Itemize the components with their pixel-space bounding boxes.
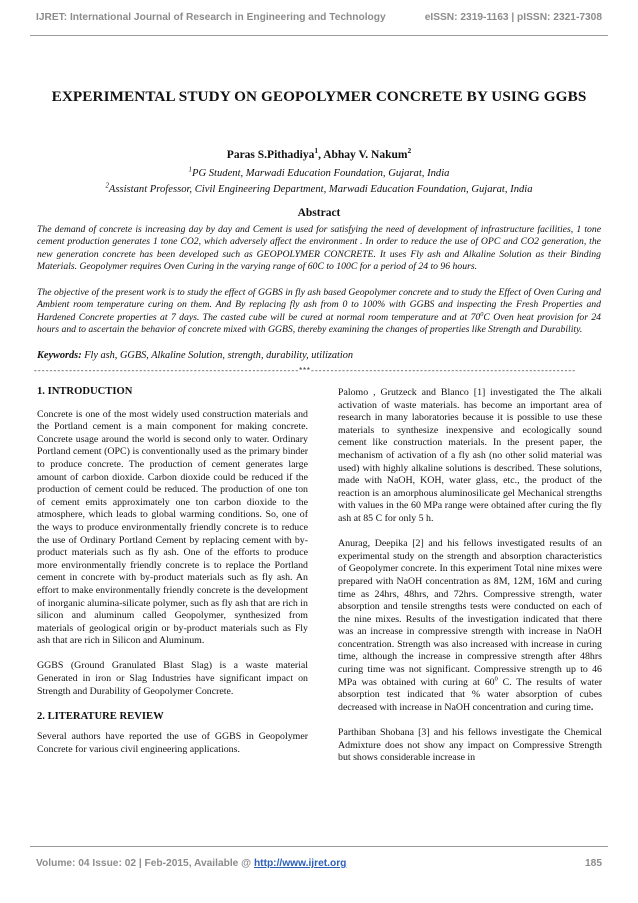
right-paragraph-1: Palomo , Grutzeck and Blanco [1] investigated the The alkali activation of waste materials. has become an important area of research in many laboratories because it is possible to use these materials to synthesize inexpensive and ecologically sound cement like construction materials. In the present paper, the mechanism of activation of a fly ash (no other solid material was used) with highly alkaline solutions is described. These solutions, made with NaOH, KOH, water glass, etc., the product of the reaction is an amorphous aluminosilicate gel Mechanical strengths with values in the 60 MPa range were obtained after curing the fly ash at 85 C for only 5 h.: [338, 387, 602, 524]
running-footer: [36, 858, 602, 874]
footer-rule: [30, 846, 608, 847]
author-1-sup: 1: [314, 146, 319, 156]
keywords: [37, 350, 601, 361]
right-p2-text-end: C. The results of water absorption test indicated that % water absorption of cubes decreased with increase in NaOH concentration and curing time: [338, 676, 602, 713]
right-p2-text: Anurag, Deepika [2] and his fellows investigated results of an experimental study on the strength and absorption characteristics of Geopolymer concrete. In this experiment Total nine mixes were prepared with NaOH concentration as 8M, 12M, 16M and curing time as 24hrs, 48hrs, and 72hrs. Compressive strength, water absorption and tensile strengths tests were conducted on each of the nine mixes. Results of the investigation indicated that there was an increase in compressive strength with increase in NaOH concentration. Strength was also increased with increase in curing time, although the increase in compressive strength after 48hrs curing time was not significant. Compressive strength up to 46 MPa was obtained with curing at 60: [338, 538, 602, 688]
affiliation-2-text: Assistant Professor, Civil Engineering Department, Marwadi Education Foundation, Gujarat, India: [108, 184, 533, 195]
keywords-label: Keywords:: [37, 350, 82, 361]
journal-name: IJRET: International Journal of Research in Engineering and Technology: [36, 12, 386, 23]
running-header: [36, 12, 602, 28]
right-column: [338, 387, 602, 777]
abstract-paragraph-1: The demand of concrete is increasing day by day and Cement is used for satisfying the need of development of infrastructure facilities, 1 tone cement production generates 1 tone CO2, which adversely affect the environment . In order to reduce the use of OPC and CO2 generation, the new generation concrete has been developed such as GEOPOLYMER CONCRETE. It uses Fly ash and Alkaline Solution as their Binding Materials. Geopolymer requires Oven Curing in the varying range of 60C to 100C for a period of 24 to 96 hours.: [37, 224, 601, 273]
affiliation-1: [0, 168, 638, 179]
degree-sup-2: 0: [494, 675, 498, 683]
footer-volume: [36, 858, 346, 869]
literature-heading: 2. LITERATURE REVIEW: [37, 710, 164, 722]
author-2: Abhay V. Nakum: [323, 149, 408, 161]
abstract-p2-text-end: C Oven heat provision for 24 hours and to ascertain the behavior of concrete mixed with GGBS, thereby examining the changes of properties like Strength and Durability.: [37, 311, 602, 336]
author-line: Paras S.Pithadiya$^1$, Abhay V. Nakum$^2$: [226, 146, 412, 161]
abstract-heading: Abstract: [297, 207, 341, 219]
degree-sup: 0: [480, 310, 484, 318]
right-paragraph-2: [338, 538, 602, 714]
right-p2-period: .: [590, 701, 594, 713]
literature-paragraph-1: Several authors have reported the use of GGBS in Geopolymer Concrete for various civil engineering applications.: [37, 731, 308, 756]
keywords-text: Fly ash, GGBS, Alkaline Solution, strength, durability, utilization: [81, 350, 354, 361]
footer-volume-text: Volume: 04 Issue: 02 | Feb-2015, Available @: [36, 858, 254, 869]
intro-paragraph-2: GGBS (Ground Granulated Blast Slag) is a waste material Generated in iron or Slag Industries have significant impact on Strength and Durability of Geopolymer Concrete.: [37, 660, 308, 697]
paper-title: EXPERIMENTAL STUDY ON GEOPOLYMER CONCRETE BY USING GGBS: [51, 88, 587, 105]
issn: eISSN: 2319-1163 | pISSN: 2321-7308: [424, 12, 602, 23]
affiliation-2-sup: 2: [105, 182, 109, 190]
author-2-sup: 2: [407, 146, 412, 156]
header-rule: [30, 35, 608, 36]
affiliation-1-sup: 1: [188, 166, 192, 174]
abstract-p2-text: The objective of the present work is to study the effect of GGBS in fly ash based Geopolymer concrete and to study the Effect of Oven Curing and Ambient room temperature curing on them. And By replacing fly ash from 0 to 100% with GGBS and inspecting the Fresh Properties and Hardened Concrete properties at 7 days. The casted cube will be cured at normal room temperature and at 70: [37, 287, 601, 323]
affiliation-2: [0, 184, 638, 195]
section-separator: --------------------------------------------------------------------***--------------------------------------------------------------------: [33, 367, 576, 376]
abstract-paragraph-2: [37, 287, 601, 337]
intro-paragraph-1: Concrete is one of the most widely used construction materials and the Portland cement is a main component for making concrete. Concrete usage around the world is second only to water. Ordinary Portland cement (OPC) is conventionally used as the primary binder to produce concrete. The production of cement generates large amount of carbon dioxide. Carbon dioxide could be reduced if the production of cement could be reduced. The production of one ton of cement emits approximately one ton carbon dioxide to the atmosphere, which leads to global warming conditions. So, one of the ways to produce environmentally friendly concrete is to reduce the use of Ordinary Portland Cement by replacing cement with by-product materials such as fly ash. One of the efforts to produce more environmentally friendly concrete is to replace the Portland cement in concrete with by-product materials such as fly ash. An effort to make environmentally friendly concrete is the development of inorganic alumina-silicate polymer, such as fly ash that are rich in silicon and aluminum called Geopolymer, synthesized from materials of geological origin or by-product materials such as Fly ash that are rich in Silicon and Aluminum.: [37, 408, 308, 647]
affiliation-1-text: PG Student, Marwadi Education Foundation, Gujarat, India: [191, 168, 450, 179]
page-number: 185: [585, 858, 602, 869]
journal-link[interactable]: http://www.ijret.org: [253, 858, 347, 869]
left-column: [37, 386, 308, 769]
author-1: Paras S.Pithadiya: [226, 149, 315, 161]
right-paragraph-3: Parthiban Shobana [3] and his fellows investigate the Chemical Admixture does not show any impact on Compressive Strength but shows considerable increase in: [338, 727, 602, 764]
intro-heading: 1. INTRODUCTION: [37, 386, 133, 397]
